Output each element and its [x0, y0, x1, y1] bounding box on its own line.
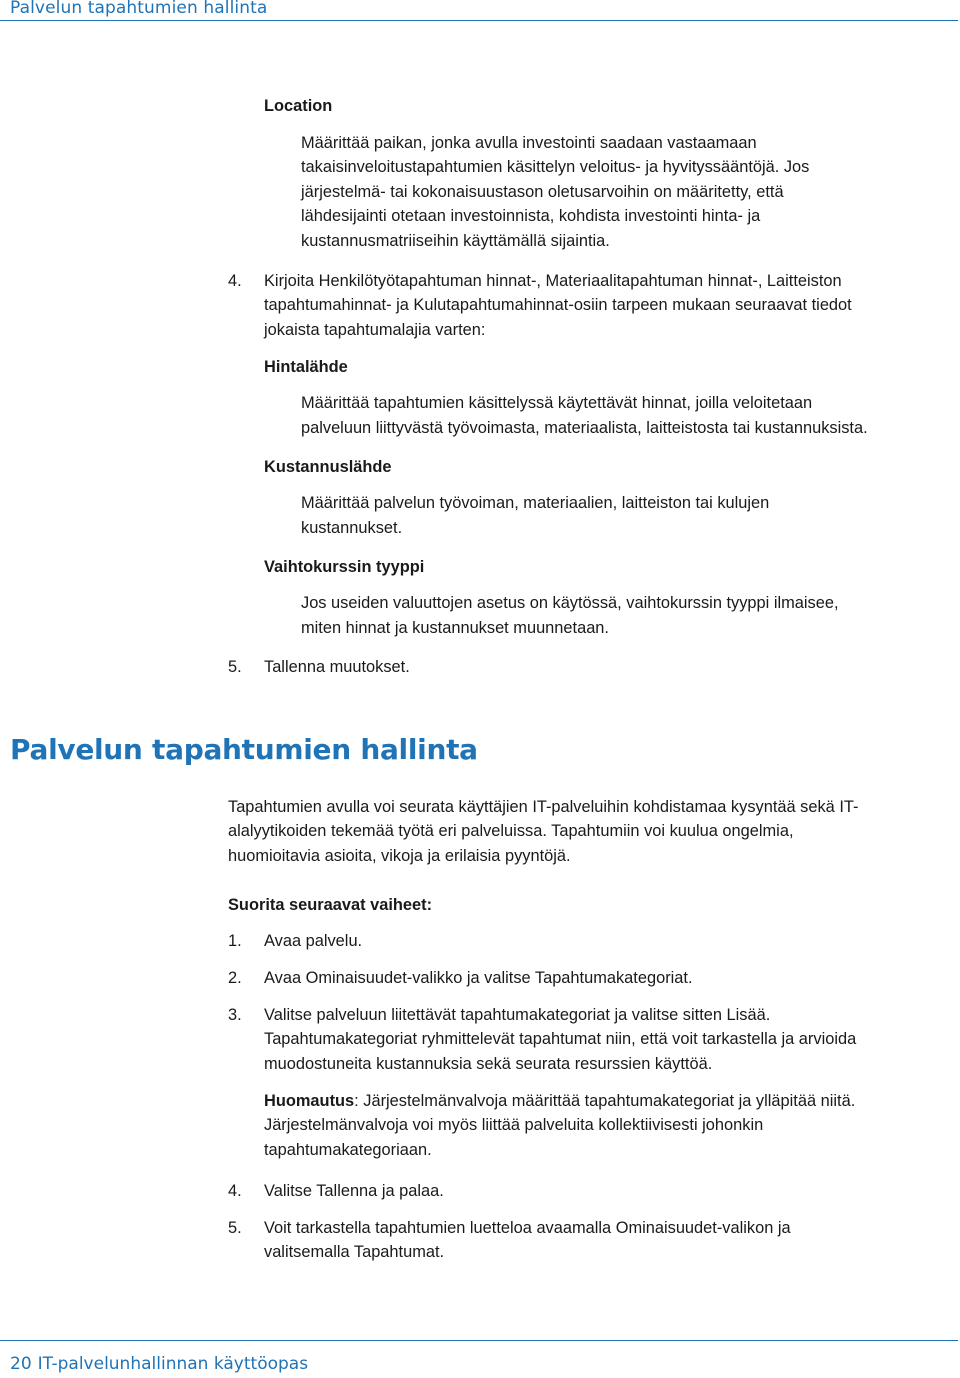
description-line: järjestelmä- tai kokonaisuustason oletusarvoihin on määritetty, että — [301, 183, 784, 201]
header-divider — [0, 20, 958, 21]
running-header — [0, 0, 960, 22]
step-line: valitsemalla Tapahtumat. — [264, 1243, 445, 1261]
description-line: miten hinnat ja kustannukset muunnetaan. — [301, 619, 609, 637]
step-line: Voit tarkastella tapahtumien luetteloa avaamalla Ominaisuudet-valikon ja — [264, 1219, 791, 1237]
term-hintalahde: Hintalähde — [264, 358, 348, 376]
book-title: IT-palvelunhallinnan käyttöopas — [37, 1354, 309, 1374]
paragraph-line: Tapahtumien avulla voi seurata käyttäjien IT-palveluihin kohdistamaa kysyntää sekä IT- — [228, 798, 859, 816]
description-line: Määrittää tapahtumien käsittelyssä käytettävät hinnat, joilla veloitetaan — [301, 394, 813, 412]
description-line: takaisinveloitustapahtumien käsittelyn veloitus- ja hyvityssääntöjä. Jos — [301, 158, 810, 176]
step-number: 3. — [228, 1006, 242, 1024]
term-vaihtokurssin-tyyppi: Vaihtokurssin tyyppi — [264, 558, 425, 576]
note-line: tapahtumakategoriaan. — [264, 1141, 432, 1159]
footer-divider — [0, 1340, 958, 1341]
step-line: jokaista tapahtumalajia varten: — [264, 321, 486, 339]
step-line: Tallenna muutokset. — [264, 658, 410, 676]
paragraph-line: huomioitavia asioita, vikoja ja erilaisia pyyntöjä. — [228, 847, 571, 865]
step-number: 4. — [228, 272, 242, 290]
description-line: palveluun liittyvästä työvoimasta, materiaalista, laitteistosta tai kustannuksista. — [301, 419, 868, 437]
description-line: lähdesijainti otetaan investoinnista, kohdista investointi hinta- ja — [301, 207, 761, 225]
note-line — [264, 1089, 855, 1114]
steps-heading: Suorita seuraavat vaiheet: — [228, 896, 433, 914]
section-title: Palvelun tapahtumien hallinta — [10, 733, 478, 766]
step-line: Tapahtumakategoriat ryhmittelevät tapahtumat niin, että voit tarkastella ja arvioida — [264, 1030, 857, 1048]
step-line: muodostuneita kustannuksia sekä seurata resurssien käyttöä. — [264, 1055, 713, 1073]
step-number: 2. — [228, 969, 242, 987]
step-line: Kirjoita Henkilötyötapahtuman hinnat-, Materiaalitapahtuman hinnat-, Laitteiston — [264, 272, 842, 290]
note-text: : Järjestelmänvalvoja määrittää tapahtumakategoriat ja ylläpitää niitä. — [354, 1092, 856, 1110]
step-line: Avaa Ominaisuudet-valikko ja valitse Tapahtumakategoriat. — [264, 969, 693, 987]
note-line: Järjestelmänvalvoja voi myös liittää palveluita kollektiivisesti johonkin — [264, 1116, 764, 1134]
term-location: Location — [264, 97, 333, 115]
step-line: Valitse Tallenna ja palaa. — [264, 1182, 444, 1200]
page-number: 20 — [10, 1354, 32, 1374]
footer — [10, 1353, 308, 1375]
step-number: 1. — [228, 932, 242, 950]
description-line: Jos useiden valuuttojen asetus on käytössä, vaihtokurssin tyyppi ilmaisee, — [301, 594, 839, 612]
step-number: 5. — [228, 1219, 242, 1237]
description-line: Määrittää palvelun työvoiman, materiaalien, laitteiston tai kulujen — [301, 494, 770, 512]
step-line: Valitse palveluun liitettävät tapahtumakategoriat ja valitse sitten Lisää. — [264, 1006, 771, 1024]
running-header-title: Palvelun tapahtumien hallinta — [10, 0, 268, 18]
description-line: kustannusmatriiseihin käyttämällä sijaintia. — [301, 232, 610, 250]
step-line: Avaa palvelu. — [264, 932, 363, 950]
description-line: Määrittää paikan, jonka avulla investointi saadaan vastaamaan — [301, 134, 757, 152]
step-number: 4. — [228, 1182, 242, 1200]
description-line: kustannukset. — [301, 519, 403, 537]
term-kustannuslahde: Kustannuslähde — [264, 458, 392, 476]
step-number: 5. — [228, 658, 242, 676]
step-line: tapahtumahinnat- ja Kulutapahtumahinnat-osiin tarpeen mukaan seuraavat tiedot — [264, 296, 852, 314]
paragraph-line: alalyytikoiden tekemää työtä eri palveluissa. Tapahtumiin voi kuulua ongelmia, — [228, 822, 794, 840]
note-label: Huomautus — [264, 1092, 355, 1110]
